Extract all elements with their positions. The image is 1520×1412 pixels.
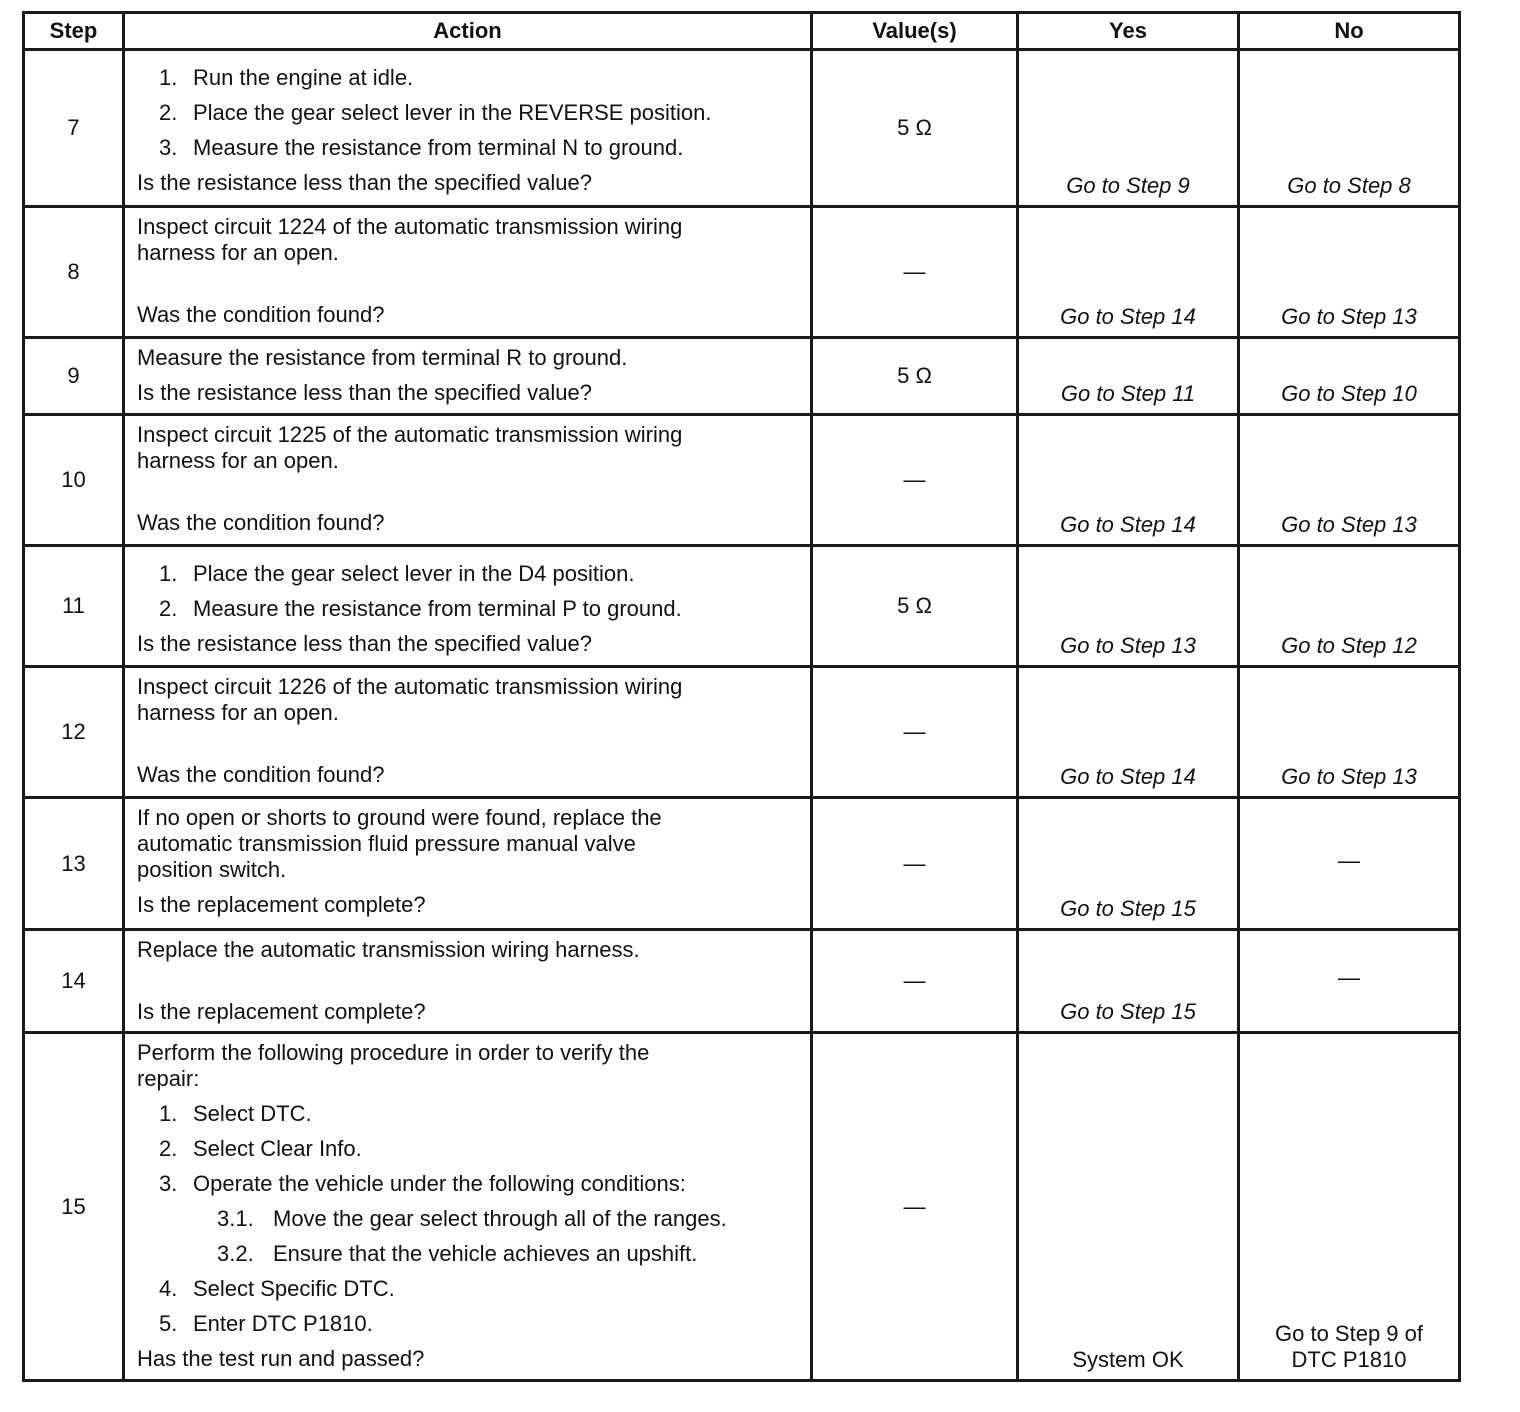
yes-cell: Go to Step 11 — [1018, 338, 1239, 415]
header-no: No — [1239, 13, 1460, 50]
no-cell-line: DTC P1810 — [1291, 1347, 1407, 1372]
question: Was the condition found? — [137, 762, 385, 787]
table-row — [24, 930, 1460, 1033]
question: Has the test run and passed? — [137, 1346, 425, 1371]
table-row — [24, 50, 1460, 207]
no-cell: — — [1239, 798, 1460, 930]
header-values: Value(s) — [812, 13, 1018, 50]
step-number: 14 — [24, 930, 124, 1033]
step-number: 7 — [24, 50, 124, 207]
action-cell — [124, 207, 812, 338]
header-step: Step — [24, 13, 124, 50]
action-cell — [124, 338, 812, 415]
yes-cell: Go to Step 15 — [1018, 798, 1239, 930]
question: Is the resistance less than the specified value? — [137, 380, 592, 405]
header-row — [24, 13, 1460, 50]
value-cell: — — [812, 1033, 1018, 1381]
step-number: 13 — [24, 798, 124, 930]
action-text: Inspect circuit 1225 of the automatic transmission wiring harness for an open. — [137, 422, 683, 473]
table-row — [24, 207, 1460, 338]
yes-cell: Go to Step 15 — [1018, 930, 1239, 1033]
no-cell: — — [1239, 930, 1460, 1033]
value-cell: 5 Ω — [812, 50, 1018, 207]
no-cell: Go to Step 13 — [1239, 667, 1460, 798]
list-item: 5. Enter DTC P1810. — [159, 1311, 373, 1336]
table-row — [24, 338, 1460, 415]
list-item: 1. Select DTC. — [159, 1101, 312, 1126]
value-cell: 5 Ω — [812, 546, 1018, 667]
action-text: Measure the resistance from terminal R to ground. — [137, 345, 628, 370]
no-cell: Go to Step 8 — [1239, 50, 1460, 207]
action-text: Inspect circuit 1224 of the automatic transmission wiring harness for an open. — [137, 214, 683, 265]
list-item: 2. Measure the resistance from terminal P to ground. — [159, 596, 682, 621]
list-item: 3. Measure the resistance from terminal N to ground. — [159, 135, 684, 160]
value-cell: 5 Ω — [812, 338, 1018, 415]
step-number: 12 — [24, 667, 124, 798]
no-cell: Go to Step 13 — [1239, 207, 1460, 338]
list-item: 3. Operate the vehicle under the following conditions: — [159, 1171, 686, 1196]
step-number: 8 — [24, 207, 124, 338]
step-number: 11 — [24, 546, 124, 667]
list-item: 4. Select Specific DTC. — [159, 1276, 395, 1301]
yes-cell: Go to Step 14 — [1018, 667, 1239, 798]
action-cell — [124, 798, 812, 930]
action-text: Inspect circuit 1226 of the automatic transmission wiring harness for an open. — [137, 674, 683, 725]
step-number: 9 — [24, 338, 124, 415]
question: Is the resistance less than the specified value? — [137, 170, 592, 195]
table-row — [24, 667, 1460, 798]
value-cell: — — [812, 930, 1018, 1033]
question: Is the replacement complete? — [137, 999, 426, 1024]
value-cell: — — [812, 207, 1018, 338]
table-row — [24, 798, 1460, 930]
no-cell — [1239, 1033, 1460, 1381]
yes-cell: Go to Step 9 — [1018, 50, 1239, 207]
action-cell — [124, 1033, 812, 1381]
list-item: 2. Select Clear Info. — [159, 1136, 362, 1161]
list-item: 1. Place the gear select lever in the D4 position. — [159, 561, 635, 586]
no-cell-line: Go to Step 9 of — [1275, 1321, 1423, 1346]
list-item: 1. Run the engine at idle. — [159, 65, 414, 90]
yes-cell: System OK — [1018, 1033, 1239, 1381]
action-text: If no open or shorts to ground were found, replace the automatic transmission fluid pressure manual valve position switch. — [137, 805, 662, 882]
action-cell — [124, 50, 812, 207]
action-cell — [124, 667, 812, 798]
step-number: 10 — [24, 415, 124, 546]
header-yes: Yes — [1018, 13, 1239, 50]
action-cell — [124, 415, 812, 546]
action-cell — [124, 930, 812, 1033]
action-text: Perform the following procedure in order to verify the repair: — [137, 1040, 650, 1091]
header-action: Action — [124, 13, 812, 50]
yes-cell: Go to Step 14 — [1018, 207, 1239, 338]
no-cell: Go to Step 13 — [1239, 415, 1460, 546]
table-row — [24, 415, 1460, 546]
action-text: Replace the automatic transmission wiring harness. — [137, 937, 640, 962]
no-cell: Go to Step 10 — [1239, 338, 1460, 415]
question: Was the condition found? — [137, 510, 385, 535]
yes-cell: Go to Step 14 — [1018, 415, 1239, 546]
diagnostic-table — [22, 11, 1461, 1382]
table-row — [24, 1033, 1460, 1381]
sub-list-item: 3.1. Move the gear select through all of the ranges. — [217, 1206, 727, 1231]
value-cell: — — [812, 667, 1018, 798]
value-cell: — — [812, 415, 1018, 546]
step-number: 15 — [24, 1033, 124, 1381]
table-row — [24, 546, 1460, 667]
value-cell: — — [812, 798, 1018, 930]
question: Was the condition found? — [137, 302, 385, 327]
yes-cell: Go to Step 13 — [1018, 546, 1239, 667]
question: Is the replacement complete? — [137, 892, 426, 917]
action-cell — [124, 546, 812, 667]
no-cell: Go to Step 12 — [1239, 546, 1460, 667]
sub-list-item: 3.2. Ensure that the vehicle achieves an upshift. — [217, 1241, 698, 1266]
list-item: 2. Place the gear select lever in the REVERSE position. — [159, 100, 712, 125]
question: Is the resistance less than the specified value? — [137, 631, 592, 656]
